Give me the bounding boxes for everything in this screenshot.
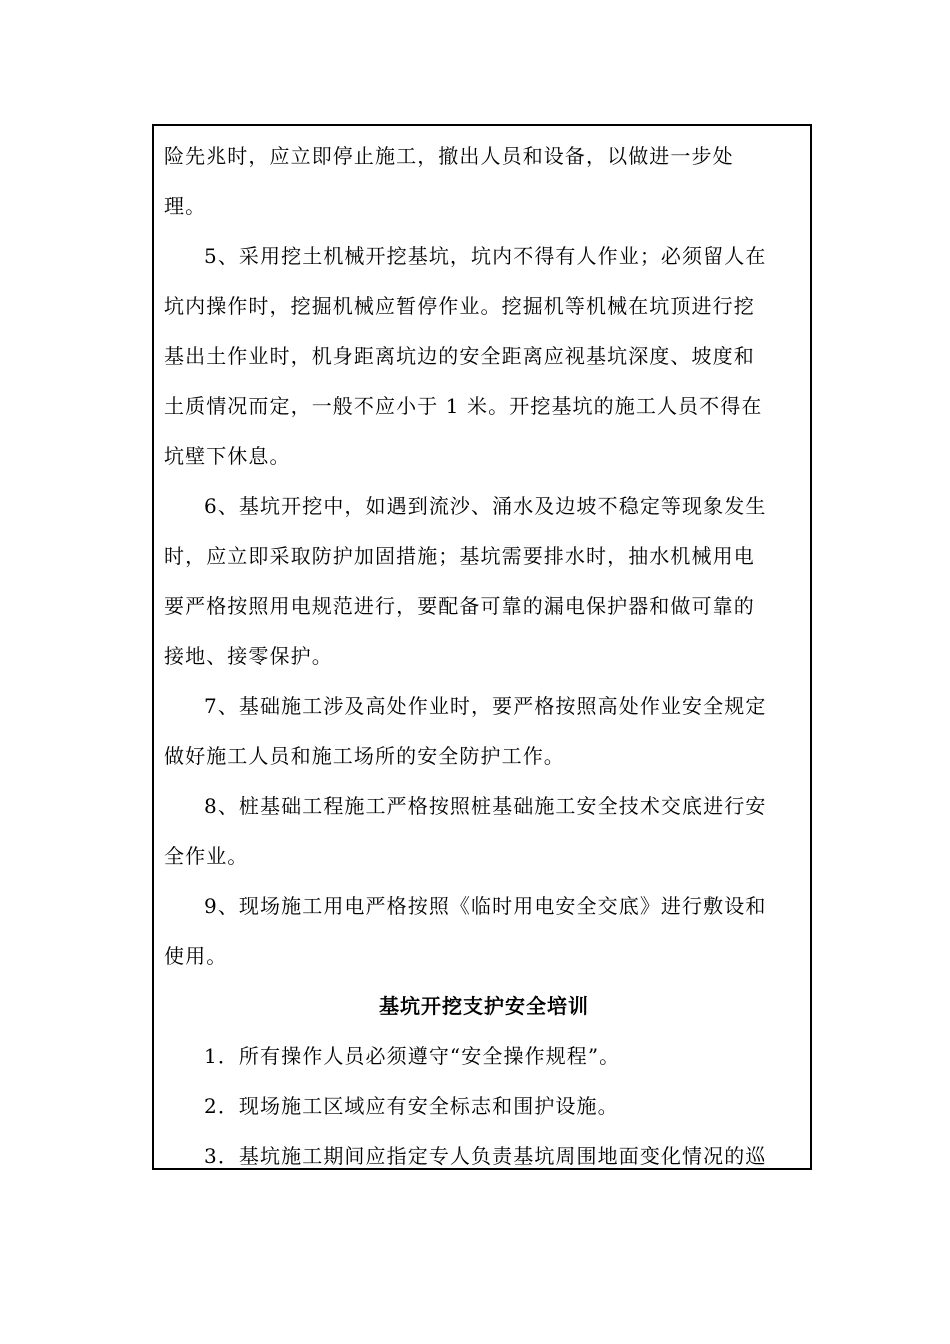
text-line: 理。 [164,194,207,218]
training-item: 3．基坑施工期间应指定专人负责基坑周围地面变化情况的巡 [204,1144,767,1168]
text-line: 险先兆时，应立即停止施工，撤出人员和设备，以做进一步处 [164,144,734,168]
text-line: 8、桩基础工程施工严格按照桩基础施工安全技术交底进行安 [204,794,767,818]
section-title: 基坑开挖支护安全培训 [379,994,589,1018]
text-line: 坑壁下休息。 [164,444,291,468]
text-line: 坑内操作时，挖掘机械应暂停作业。挖掘机等机械在坑顶进行挖 [164,294,755,318]
text-line: 做好施工人员和施工场所的安全防护工作。 [164,744,565,768]
text-line: 基出土作业时，机身距离坑边的安全距离应视基坑深度、坡度和 [164,344,755,368]
training-item: 2．现场施工区域应有安全标志和围护设施。 [204,1094,619,1118]
text-line: 使用。 [164,944,228,968]
text-line: 9、现场施工用电严格按照《临时用电安全交底》进行敷设和 [204,894,767,918]
text-line: 土质情况而定，一般不应小于 1 米。开挖基坑的施工人员不得在 [164,394,763,418]
document-body [164,138,804,1170]
text-line: 接地、接零保护。 [164,644,333,668]
text-line: 全作业。 [164,844,249,868]
text-line: 5、采用挖土机械开挖基坑，坑内不得有人作业；必须留人在 [204,244,767,268]
text-line: 要严格按照用电规范进行，要配备可靠的漏电保护器和做可靠的 [164,594,755,618]
document-frame [152,124,812,1170]
text-line: 时，应立即采取防护加固措施；基坑需要排水时，抽水机械用电 [164,544,755,568]
text-line: 7、基础施工涉及高处作业时，要严格按照高处作业安全规定 [204,694,767,718]
training-item: 1．所有操作人员必须遵守“安全操作规程”。 [204,1044,621,1068]
text-line: 6、基坑开挖中，如遇到流沙、涌水及边坡不稳定等现象发生 [204,494,767,518]
